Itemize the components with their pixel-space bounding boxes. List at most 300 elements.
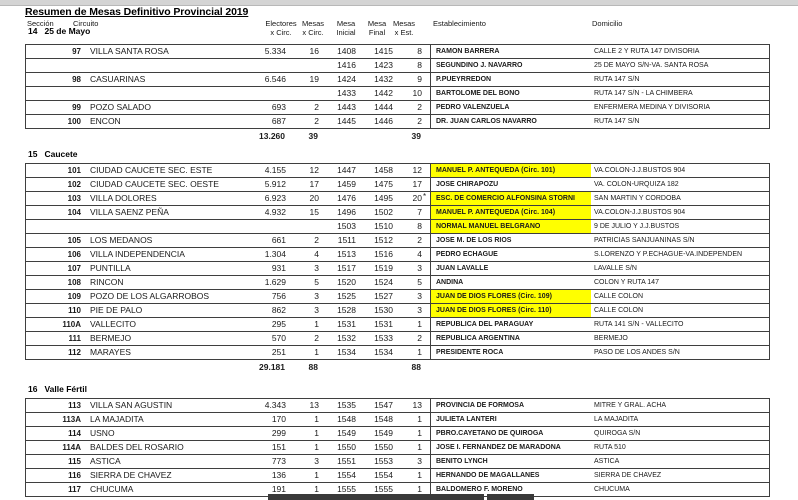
circuit-number-cell: 117 bbox=[68, 485, 81, 494]
electores-cell: 191 bbox=[271, 484, 286, 494]
mesa-final-cell: 1524 bbox=[374, 277, 393, 287]
mesa-final-cell: 1432 bbox=[374, 74, 393, 84]
mesas-circ-cell: 2 bbox=[314, 102, 319, 112]
establecimiento-cell: JOSE I. FERNANDEZ DE MARADONA bbox=[430, 441, 591, 454]
mesas-est-cell: 1 bbox=[417, 319, 422, 329]
circuit-name-cell: BALDES DEL ROSARIO bbox=[90, 442, 184, 452]
table-row[interactable] bbox=[26, 455, 769, 469]
domicilio-cell: PASO DE LOS ANDES S/N bbox=[594, 349, 680, 356]
totals-mesas-est: 88 bbox=[411, 362, 421, 372]
mesas-circ-cell: 1 bbox=[314, 470, 319, 480]
mesa-inicial-cell: 1525 bbox=[337, 291, 356, 301]
mesa-final-cell: 1527 bbox=[374, 291, 393, 301]
spacer-cell bbox=[355, 360, 392, 374]
domicilio-cell: BERMEJO bbox=[594, 335, 628, 342]
domicilio-cell: CALLE 2 Y RUTA 147 DIVISORIA bbox=[594, 48, 700, 55]
mesas-est-cell: 4 bbox=[417, 249, 422, 259]
section-name: Caucete bbox=[44, 149, 78, 159]
mesas-circ-cell: 19 bbox=[309, 74, 319, 84]
selected-totals-row-segment[interactable] bbox=[268, 494, 484, 500]
section-totals-row bbox=[25, 129, 770, 143]
electores-cell: 756 bbox=[271, 291, 286, 301]
circuit-number-cell bbox=[26, 87, 86, 100]
note-asterisk-cell: * bbox=[423, 192, 427, 201]
establecimiento-cell: REPUBLICA ARGENTINA bbox=[430, 332, 591, 345]
mesa-final-cell: 1516 bbox=[374, 249, 393, 259]
electores-cell: 6.923 bbox=[264, 193, 286, 203]
circuit-number-cell: 100 bbox=[67, 117, 81, 126]
electores-cell: 136 bbox=[271, 470, 286, 480]
establecimiento-cell: JUAN DE DIOS FLORES (Circ. 109) bbox=[430, 290, 591, 303]
mesa-inicial-cell: 1443 bbox=[337, 102, 356, 112]
mesas-circ-cell: 2 bbox=[314, 333, 319, 343]
mesas-est-cell: 1 bbox=[417, 484, 422, 494]
circuit-name-cell: CIUDAD CAUCETE SEC. ESTE bbox=[90, 165, 213, 175]
section-table bbox=[25, 44, 770, 129]
mesas-circ-cell: 1 bbox=[314, 428, 319, 438]
col-header-mesas-circ: Mesas x Circ. bbox=[301, 19, 325, 37]
note-asterisk-cell bbox=[422, 455, 430, 468]
table-row[interactable] bbox=[26, 318, 769, 332]
circuit-name-cell: CIUDAD CAUCETE SEC. OESTE bbox=[90, 179, 219, 189]
circuit-number-cell: 110A bbox=[62, 320, 81, 329]
mesa-inicial-cell: 1520 bbox=[337, 277, 356, 287]
mesas-est-cell: 17 bbox=[412, 179, 422, 189]
circuit-name-cell: VILLA SAENZ PEÑA bbox=[90, 207, 169, 217]
domicilio-cell: QUIROGA S/N bbox=[594, 430, 641, 437]
totals-mesas-circ: 39 bbox=[308, 131, 318, 141]
section-table bbox=[25, 398, 770, 497]
circuit-name-cell: VILLA SAN AGUSTIN bbox=[90, 400, 173, 410]
domicilio-cell: ENFERMERA MEDINA Y DIVISORIA bbox=[594, 104, 711, 111]
circuit-name-cell: VALLECITO bbox=[90, 319, 136, 329]
note-asterisk-cell bbox=[422, 206, 430, 219]
establecimiento-cell: JUAN LAVALLE bbox=[430, 262, 591, 275]
mesas-circ-cell: 3 bbox=[314, 291, 319, 301]
circuit-number-cell: 113A bbox=[62, 415, 81, 424]
circuit-number-cell: 113 bbox=[68, 401, 81, 410]
circuit-name-cell: PIE DE PALO bbox=[90, 305, 143, 315]
mesas-est-cell: 1 bbox=[417, 442, 422, 452]
section-totals-row bbox=[25, 360, 770, 374]
mesa-inicial-cell: 1459 bbox=[337, 179, 356, 189]
mesas-est-cell: 2 bbox=[417, 116, 422, 126]
spacer-cell bbox=[25, 360, 85, 374]
mesa-inicial-cell: 1532 bbox=[337, 333, 356, 343]
domicilio-cell: RUTA 147 S/N bbox=[594, 118, 640, 125]
note-asterisk-cell bbox=[422, 318, 430, 331]
table-row[interactable] bbox=[26, 192, 769, 206]
section-table bbox=[25, 163, 770, 360]
note-asterisk-cell bbox=[422, 178, 430, 191]
section-name: Valle Fértil bbox=[44, 384, 87, 394]
selected-totals-row-segment[interactable] bbox=[487, 494, 534, 500]
circuit-name-cell: POZO SALADO bbox=[90, 102, 151, 112]
col-header-establecimiento: Establecimiento bbox=[433, 19, 486, 28]
circuit-number-cell: 115 bbox=[68, 457, 81, 466]
circuit-number-cell: 110 bbox=[68, 306, 81, 315]
circuit-number-cell: 112 bbox=[68, 348, 81, 357]
section-number: 15 bbox=[28, 149, 38, 159]
electores-cell: 6.546 bbox=[264, 74, 286, 84]
domicilio-cell: CALLE COLON bbox=[594, 293, 644, 300]
note-asterisk-cell bbox=[422, 73, 430, 86]
table-row[interactable] bbox=[26, 164, 769, 178]
table-row[interactable] bbox=[26, 427, 769, 441]
totals-electores: 29.181 bbox=[259, 362, 285, 372]
section-number: 14 bbox=[28, 26, 38, 36]
mesas-circ-cell: 16 bbox=[309, 46, 319, 56]
circuit-number-cell: 104 bbox=[67, 208, 81, 217]
mesas-est-cell: 1 bbox=[417, 428, 422, 438]
circuit-name-cell: BERMEJO bbox=[90, 333, 132, 343]
circuit-name-cell: VILLA SANTA ROSA bbox=[90, 46, 169, 56]
spacer-cell bbox=[85, 129, 225, 143]
domicilio-cell: SIERRA DE CHAVEZ bbox=[594, 472, 662, 479]
circuit-number-cell bbox=[26, 59, 86, 72]
mesa-inicial-cell: 1531 bbox=[337, 319, 356, 329]
mesas-est-cell: 13 bbox=[412, 400, 422, 410]
circuit-name-cell: PUNTILLA bbox=[90, 263, 131, 273]
note-asterisk-cell bbox=[422, 427, 430, 440]
establecimiento-cell: MANUEL P. ANTEQUEDA (Circ. 104) bbox=[430, 206, 591, 219]
table-row[interactable] bbox=[26, 413, 769, 427]
mesas-circ-cell: 15 bbox=[309, 207, 319, 217]
mesa-final-cell: 1495 bbox=[374, 193, 393, 203]
mesas-est-cell: 10 bbox=[412, 88, 422, 98]
domicilio-cell: PATRICIAS SANJUANINAS S/N bbox=[594, 237, 695, 244]
table-row[interactable] bbox=[26, 220, 769, 234]
mesas-est-cell: 7 bbox=[417, 207, 422, 217]
mesa-inicial-cell: 1513 bbox=[337, 249, 356, 259]
note-asterisk-cell bbox=[422, 59, 430, 72]
domicilio-cell: LAVALLE S/N bbox=[594, 265, 637, 272]
mesa-final-cell: 1415 bbox=[374, 46, 393, 56]
circuit-name-cell: LA MAJADITA bbox=[90, 414, 144, 424]
mesa-final-cell: 1549 bbox=[374, 428, 393, 438]
mesas-est-cell: 3 bbox=[417, 456, 422, 466]
mesa-inicial-cell: 1496 bbox=[337, 207, 356, 217]
electores-cell: 295 bbox=[271, 319, 286, 329]
establecimiento-cell: P.PUEYRREDON bbox=[430, 73, 591, 86]
mesas-est-cell: 3 bbox=[417, 291, 422, 301]
mesas-circ-cell: 3 bbox=[314, 456, 319, 466]
circuit-number-cell: 116 bbox=[68, 471, 81, 480]
electores-cell: 931 bbox=[271, 263, 286, 273]
table-row[interactable] bbox=[26, 234, 769, 248]
mesa-final-cell: 1475 bbox=[374, 179, 393, 189]
col-header-mesas-est: Mesas x Est. bbox=[392, 19, 416, 37]
circuit-number-cell: 114 bbox=[68, 429, 81, 438]
domicilio-cell: S.LORENZO Y P.ECHAGUE-VA.INDEPENDEN bbox=[594, 251, 743, 258]
mesa-inicial-cell: 1549 bbox=[337, 428, 356, 438]
mesas-circ-cell: 2 bbox=[314, 116, 319, 126]
mesa-inicial-cell: 1534 bbox=[337, 347, 356, 357]
table-row[interactable] bbox=[26, 101, 769, 115]
domicilio-cell: CALLE COLON bbox=[594, 307, 644, 314]
report-title: Resumen de Mesas Definitivo Provincial 2019 bbox=[25, 6, 249, 18]
note-asterisk-cell bbox=[422, 290, 430, 303]
circuit-number-cell: 114A bbox=[62, 443, 81, 452]
mesas-circ-cell bbox=[286, 220, 319, 233]
mesa-final-cell: 1553 bbox=[374, 456, 393, 466]
establecimiento-cell: PROVINCIA DE FORMOSA bbox=[430, 399, 591, 412]
note-asterisk-cell bbox=[422, 101, 430, 114]
domicilio-cell: VA. COLON-URQUIZA 182 bbox=[594, 181, 679, 188]
totals-electores: 13.260 bbox=[259, 131, 285, 141]
mesas-circ-cell: 1 bbox=[314, 414, 319, 424]
mesas-circ-cell: 12 bbox=[309, 165, 319, 175]
establecimiento-cell: NORMAL MANUEL BELGRANO bbox=[430, 220, 591, 233]
establecimiento-cell: DR. JUAN CARLOS NAVARRO bbox=[430, 115, 591, 128]
col-header-domicilio: Domicilio bbox=[592, 19, 623, 28]
table-row[interactable] bbox=[26, 332, 769, 346]
mesa-final-cell: 1534 bbox=[374, 347, 393, 357]
electores-cell bbox=[226, 220, 286, 233]
note-asterisk-cell bbox=[422, 45, 430, 58]
circuit-number-cell: 102 bbox=[67, 180, 81, 189]
circuit-name-cell bbox=[86, 59, 226, 72]
mesa-final-cell: 1442 bbox=[374, 88, 393, 98]
electores-cell: 5.334 bbox=[264, 46, 286, 56]
table-row[interactable] bbox=[26, 304, 769, 318]
spacer-cell bbox=[85, 360, 225, 374]
mesa-inicial-cell: 1408 bbox=[337, 46, 356, 56]
domicilio-cell: MITRE Y GRAL. ACHA bbox=[594, 402, 667, 409]
circuit-name-cell: CHUCUMA bbox=[90, 484, 134, 494]
col-header-mesa-inicial: Mesa Inicial bbox=[336, 19, 356, 37]
domicilio-cell: RUTA 147 S/N - LA CHIMBERA bbox=[594, 90, 693, 97]
table-row[interactable] bbox=[26, 399, 769, 413]
note-asterisk-cell bbox=[422, 248, 430, 261]
mesa-inicial-cell: 1503 bbox=[337, 221, 356, 231]
circuit-name-cell: CASUARINAS bbox=[90, 74, 146, 84]
establecimiento-cell: JULIETA LANTERI bbox=[430, 413, 591, 426]
electores-cell: 299 bbox=[271, 428, 286, 438]
circuit-number-cell: 107 bbox=[67, 264, 81, 273]
mesas-est-cell: 8 bbox=[417, 46, 422, 56]
mesa-inicial-cell: 1517 bbox=[337, 263, 356, 273]
mesas-est-cell: 3 bbox=[417, 305, 422, 315]
mesas-est-cell: 12 bbox=[412, 165, 422, 175]
table-row[interactable] bbox=[26, 262, 769, 276]
mesa-final-cell: 1512 bbox=[374, 235, 393, 245]
circuit-name-cell: MARAYES bbox=[90, 347, 131, 357]
note-asterisk-cell bbox=[422, 399, 430, 412]
circuit-number-cell: 109 bbox=[67, 292, 81, 301]
mesa-inicial-cell: 1416 bbox=[337, 60, 356, 70]
spacer-cell bbox=[25, 129, 85, 143]
establecimiento-cell: BALDOMERO F. MORENO bbox=[430, 483, 591, 496]
note-asterisk-cell bbox=[422, 164, 430, 177]
circuit-number-cell: 99 bbox=[72, 103, 81, 112]
table-row[interactable] bbox=[26, 59, 769, 73]
mesas-circ-cell bbox=[286, 59, 319, 72]
circuit-name-cell: ASTICA bbox=[90, 456, 121, 466]
table-row[interactable] bbox=[26, 290, 769, 304]
mesas-est-cell: 1 bbox=[417, 347, 422, 357]
mesa-final-cell: 1446 bbox=[374, 116, 393, 126]
note-asterisk-cell bbox=[422, 115, 430, 128]
note-asterisk-cell bbox=[422, 304, 430, 317]
electores-cell bbox=[226, 59, 286, 72]
mesa-inicial-cell: 1548 bbox=[337, 414, 356, 424]
mesa-final-cell: 1502 bbox=[374, 207, 393, 217]
electores-cell: 1.304 bbox=[264, 249, 286, 259]
domicilio-cell: VA.COLON-J.J.BUSTOS 904 bbox=[594, 209, 686, 216]
establecimiento-cell: JOSE M. DE LOS RIOS bbox=[430, 234, 591, 247]
mesa-inicial-cell: 1551 bbox=[337, 456, 356, 466]
note-asterisk-cell bbox=[422, 332, 430, 345]
mesa-inicial-cell: 1476 bbox=[337, 193, 356, 203]
mesa-final-cell: 1555 bbox=[374, 484, 393, 494]
mesas-est-cell: 8 bbox=[417, 221, 422, 231]
table-row[interactable] bbox=[26, 45, 769, 59]
electores-cell: 570 bbox=[271, 333, 286, 343]
mesas-circ-cell: 1 bbox=[314, 484, 319, 494]
electores-cell: 170 bbox=[271, 414, 286, 424]
mesa-final-cell: 1548 bbox=[374, 414, 393, 424]
note-asterisk-cell bbox=[422, 220, 430, 233]
mesas-est-cell: 2 bbox=[417, 333, 422, 343]
mesa-final-cell: 1554 bbox=[374, 470, 393, 480]
mesa-final-cell: 1547 bbox=[374, 400, 393, 410]
mesa-inicial-cell: 1511 bbox=[337, 235, 356, 245]
col-header-electores: Electores x Circ. bbox=[265, 19, 297, 37]
domicilio-cell: COLON Y RUTA 147 bbox=[594, 279, 659, 286]
establecimiento-cell: PEDRO VALENZUELA bbox=[430, 101, 591, 114]
mesa-inicial-cell: 1555 bbox=[337, 484, 356, 494]
note-asterisk-cell bbox=[422, 469, 430, 482]
mesa-inicial-cell: 1535 bbox=[337, 400, 356, 410]
electores-cell: 661 bbox=[271, 235, 286, 245]
mesas-circ-cell: 2 bbox=[314, 235, 319, 245]
mesa-inicial-cell: 1433 bbox=[337, 88, 356, 98]
mesas-est-cell: 1 bbox=[417, 414, 422, 424]
circuit-name-cell: POZO DE LOS ALGARROBOS bbox=[90, 291, 210, 301]
electores-cell: 693 bbox=[271, 102, 286, 112]
circuit-name-cell: ENCON bbox=[90, 116, 121, 126]
note-asterisk-cell bbox=[422, 441, 430, 454]
mesa-inicial-cell: 1554 bbox=[337, 470, 356, 480]
establecimiento-cell: JOSE CHIRAPOZU bbox=[430, 178, 591, 191]
mesa-inicial-cell: 1445 bbox=[337, 116, 356, 126]
table-row[interactable] bbox=[26, 248, 769, 262]
mesas-est-cell: 2 bbox=[417, 102, 422, 112]
section-header bbox=[28, 149, 78, 159]
circuit-number-cell: 101 bbox=[67, 166, 81, 175]
table-row[interactable] bbox=[26, 178, 769, 192]
table-row[interactable] bbox=[26, 115, 769, 129]
mesas-est-cell: 8 bbox=[417, 60, 422, 70]
mesa-inicial-cell: 1550 bbox=[337, 442, 356, 452]
domicilio-cell: RUTA 510 bbox=[594, 444, 626, 451]
mesa-inicial-cell: 1424 bbox=[337, 74, 356, 84]
note-asterisk-cell bbox=[422, 262, 430, 275]
mesas-circ-cell: 3 bbox=[314, 305, 319, 315]
col-header-seccion: Sección bbox=[27, 19, 54, 28]
establecimiento-cell: PBRO.CAYETANO DE QUIROGA bbox=[430, 427, 591, 440]
mesa-final-cell: 1550 bbox=[374, 442, 393, 452]
table-row[interactable] bbox=[26, 276, 769, 290]
spacer-cell bbox=[318, 360, 355, 374]
mesas-circ-cell: 17 bbox=[309, 179, 319, 189]
table-row[interactable] bbox=[26, 87, 769, 101]
electores-cell: 4.343 bbox=[264, 400, 286, 410]
circuit-number-cell: 103 bbox=[67, 194, 81, 203]
electores-cell: 151 bbox=[271, 442, 286, 452]
circuit-number-cell: 105 bbox=[67, 236, 81, 245]
circuit-name-cell bbox=[86, 87, 226, 100]
circuit-name-cell: SIERRA DE CHAVEZ bbox=[90, 470, 172, 480]
mesa-final-cell: 1533 bbox=[374, 333, 393, 343]
circuit-name-cell: RINCON bbox=[90, 277, 124, 287]
mesas-circ-cell: 4 bbox=[314, 249, 319, 259]
domicilio-cell: RUTA 147 S/N bbox=[594, 76, 640, 83]
establecimiento-cell: PRESIDENTE ROCA bbox=[430, 346, 591, 359]
circuit-number-cell: 111 bbox=[68, 334, 81, 343]
electores-cell: 862 bbox=[271, 305, 286, 315]
mesas-est-cell: 1 bbox=[417, 470, 422, 480]
section-number: 16 bbox=[28, 384, 38, 394]
spacer-cell bbox=[355, 129, 392, 143]
establecimiento-cell: BENITO LYNCH bbox=[430, 455, 591, 468]
note-asterisk-cell bbox=[422, 87, 430, 100]
table-row[interactable] bbox=[26, 469, 769, 483]
mesas-est-cell: 5 bbox=[417, 277, 422, 287]
note-asterisk-cell bbox=[422, 346, 430, 359]
table-row[interactable] bbox=[26, 206, 769, 220]
table-row[interactable] bbox=[26, 346, 769, 360]
domicilio-cell: VA.COLON-J.J.BUSTOS 904 bbox=[594, 167, 686, 174]
domicilio-cell: 25 DE MAYO S/N-VA. SANTA ROSA bbox=[594, 62, 709, 69]
note-asterisk-cell bbox=[422, 276, 430, 289]
note-asterisk-cell bbox=[422, 413, 430, 426]
mesa-final-cell: 1510 bbox=[374, 221, 393, 231]
establecimiento-cell: BARTOLOME DEL BONO bbox=[430, 87, 591, 100]
table-row[interactable] bbox=[26, 441, 769, 455]
domicilio-cell: RUTA 141 S/N - VALLECITO bbox=[594, 321, 684, 328]
establecimiento-cell: HERNANDO DE MAGALLANES bbox=[430, 469, 591, 482]
mesa-final-cell: 1458 bbox=[374, 165, 393, 175]
mesas-circ-cell: 1 bbox=[314, 347, 319, 357]
domicilio-cell: LA MAJADITA bbox=[594, 416, 639, 423]
establecimiento-cell: SEGUNDINO J. NAVARRO bbox=[430, 59, 591, 72]
mesas-circ-cell: 13 bbox=[309, 400, 319, 410]
mesas-circ-cell: 1 bbox=[314, 442, 319, 452]
mesa-final-cell: 1531 bbox=[374, 319, 393, 329]
electores-cell: 251 bbox=[271, 347, 286, 357]
circuit-name-cell bbox=[86, 220, 226, 233]
establecimiento-cell: ESC. DE COMERCIO ALFONSINA STORNI bbox=[430, 192, 591, 205]
mesas-circ-cell: 1 bbox=[314, 319, 319, 329]
mesas-circ-cell bbox=[286, 87, 319, 100]
mesas-est-cell: 9 bbox=[417, 74, 422, 84]
mesas-est-cell: 2 bbox=[417, 235, 422, 245]
electores-cell: 4.932 bbox=[264, 207, 286, 217]
note-asterisk-cell bbox=[422, 234, 430, 247]
mesas-est-cell: 20 bbox=[412, 193, 422, 203]
circuit-name-cell: VILLA DOLORES bbox=[90, 193, 157, 203]
electores-cell: 687 bbox=[271, 116, 286, 126]
domicilio-cell: SAN MARTIN Y CORDOBA bbox=[594, 195, 681, 202]
mesa-final-cell: 1519 bbox=[374, 263, 393, 273]
section-header bbox=[28, 26, 90, 36]
mesa-final-cell: 1423 bbox=[374, 60, 393, 70]
table-row[interactable] bbox=[26, 73, 769, 87]
mesas-circ-cell: 20 bbox=[309, 193, 319, 203]
mesa-final-cell: 1444 bbox=[374, 102, 393, 112]
